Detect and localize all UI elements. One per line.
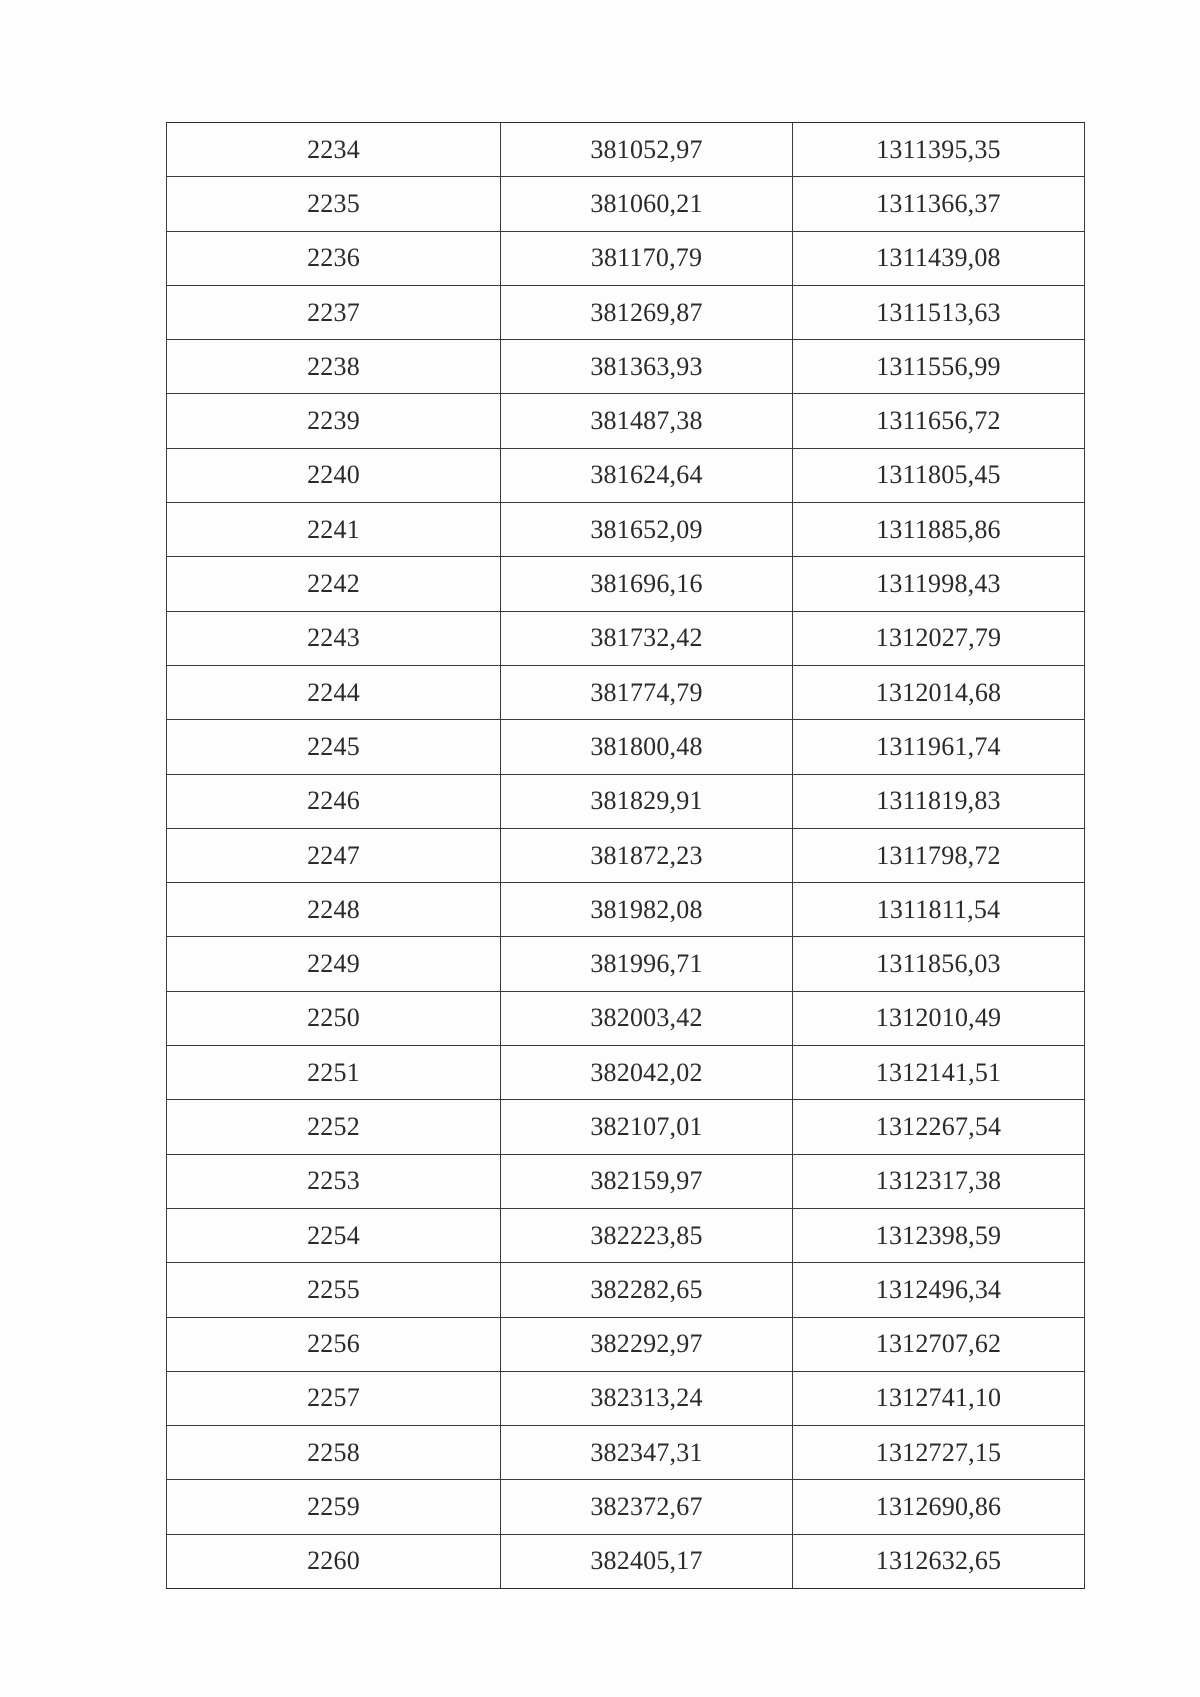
- table-row: [167, 1100, 1085, 1154]
- x-coordinate-cell: 381774,79: [501, 665, 793, 719]
- table-row: [167, 937, 1085, 991]
- y-coordinate-cell: 1312727,15: [793, 1426, 1085, 1480]
- y-coordinate-cell: 1311556,99: [793, 340, 1085, 394]
- point-number-cell: 2258: [167, 1426, 501, 1480]
- y-coordinate-cell: 1312690,86: [793, 1480, 1085, 1534]
- table-row: [167, 177, 1085, 231]
- table-row: [167, 1371, 1085, 1425]
- table-row: [167, 1534, 1085, 1588]
- x-coordinate-cell: 382159,97: [501, 1154, 793, 1208]
- y-coordinate-cell: 1311805,45: [793, 448, 1085, 502]
- x-coordinate-cell: 382282,65: [501, 1263, 793, 1317]
- x-coordinate-cell: 381996,71: [501, 937, 793, 991]
- point-number-cell: 2260: [167, 1534, 501, 1588]
- point-number-cell: 2242: [167, 557, 501, 611]
- table-row: [167, 774, 1085, 828]
- y-coordinate-cell: 1311395,35: [793, 123, 1085, 177]
- coordinates-table: [166, 122, 1085, 1589]
- x-coordinate-cell: 382003,42: [501, 991, 793, 1045]
- x-coordinate-cell: 381170,79: [501, 231, 793, 285]
- point-number-cell: 2247: [167, 828, 501, 882]
- point-number-cell: 2234: [167, 123, 501, 177]
- y-coordinate-cell: 1312632,65: [793, 1534, 1085, 1588]
- table-row: [167, 231, 1085, 285]
- y-coordinate-cell: 1312027,79: [793, 611, 1085, 665]
- point-number-cell: 2243: [167, 611, 501, 665]
- x-coordinate-cell: 381732,42: [501, 611, 793, 665]
- table-row: [167, 991, 1085, 1045]
- x-coordinate-cell: 382405,17: [501, 1534, 793, 1588]
- point-number-cell: 2248: [167, 883, 501, 937]
- table-row: [167, 828, 1085, 882]
- y-coordinate-cell: 1311961,74: [793, 720, 1085, 774]
- y-coordinate-cell: 1312707,62: [793, 1317, 1085, 1371]
- table-row: [167, 1263, 1085, 1317]
- y-coordinate-cell: 1312010,49: [793, 991, 1085, 1045]
- point-number-cell: 2251: [167, 1046, 501, 1100]
- table-row: [167, 448, 1085, 502]
- x-coordinate-cell: 382313,24: [501, 1371, 793, 1425]
- coordinates-table-body: [167, 123, 1085, 1589]
- point-number-cell: 2252: [167, 1100, 501, 1154]
- table-row: [167, 720, 1085, 774]
- table-row: [167, 394, 1085, 448]
- x-coordinate-cell: 382223,85: [501, 1208, 793, 1262]
- x-coordinate-cell: 381696,16: [501, 557, 793, 611]
- point-number-cell: 2244: [167, 665, 501, 719]
- table-row: [167, 665, 1085, 719]
- point-number-cell: 2236: [167, 231, 501, 285]
- table-row: [167, 1317, 1085, 1371]
- x-coordinate-cell: 381982,08: [501, 883, 793, 937]
- y-coordinate-cell: 1311819,83: [793, 774, 1085, 828]
- x-coordinate-cell: 381052,97: [501, 123, 793, 177]
- table-row: [167, 340, 1085, 394]
- y-coordinate-cell: 1312496,34: [793, 1263, 1085, 1317]
- point-number-cell: 2239: [167, 394, 501, 448]
- x-coordinate-cell: 382372,67: [501, 1480, 793, 1534]
- y-coordinate-cell: 1312014,68: [793, 665, 1085, 719]
- point-number-cell: 2255: [167, 1263, 501, 1317]
- point-number-cell: 2246: [167, 774, 501, 828]
- table-row: [167, 1046, 1085, 1100]
- point-number-cell: 2254: [167, 1208, 501, 1262]
- x-coordinate-cell: 382347,31: [501, 1426, 793, 1480]
- x-coordinate-cell: 382292,97: [501, 1317, 793, 1371]
- point-number-cell: 2245: [167, 720, 501, 774]
- y-coordinate-cell: 1311998,43: [793, 557, 1085, 611]
- x-coordinate-cell: 381269,87: [501, 285, 793, 339]
- x-coordinate-cell: 381800,48: [501, 720, 793, 774]
- point-number-cell: 2259: [167, 1480, 501, 1534]
- table-row: [167, 883, 1085, 937]
- point-number-cell: 2257: [167, 1371, 501, 1425]
- table-row: [167, 503, 1085, 557]
- point-number-cell: 2256: [167, 1317, 501, 1371]
- point-number-cell: 2253: [167, 1154, 501, 1208]
- point-number-cell: 2249: [167, 937, 501, 991]
- y-coordinate-cell: 1312741,10: [793, 1371, 1085, 1425]
- y-coordinate-cell: 1311366,37: [793, 177, 1085, 231]
- table-row: [167, 285, 1085, 339]
- y-coordinate-cell: 1311811,54: [793, 883, 1085, 937]
- x-coordinate-cell: 381652,09: [501, 503, 793, 557]
- y-coordinate-cell: 1312398,59: [793, 1208, 1085, 1262]
- point-number-cell: 2240: [167, 448, 501, 502]
- table-row: [167, 1208, 1085, 1262]
- x-coordinate-cell: 381363,93: [501, 340, 793, 394]
- y-coordinate-cell: 1312141,51: [793, 1046, 1085, 1100]
- x-coordinate-cell: 381872,23: [501, 828, 793, 882]
- table-row: [167, 1426, 1085, 1480]
- x-coordinate-cell: 382107,01: [501, 1100, 793, 1154]
- x-coordinate-cell: 382042,02: [501, 1046, 793, 1100]
- point-number-cell: 2235: [167, 177, 501, 231]
- y-coordinate-cell: 1311439,08: [793, 231, 1085, 285]
- y-coordinate-cell: 1311885,86: [793, 503, 1085, 557]
- y-coordinate-cell: 1312317,38: [793, 1154, 1085, 1208]
- x-coordinate-cell: 381060,21: [501, 177, 793, 231]
- x-coordinate-cell: 381624,64: [501, 448, 793, 502]
- y-coordinate-cell: 1311856,03: [793, 937, 1085, 991]
- point-number-cell: 2241: [167, 503, 501, 557]
- point-number-cell: 2237: [167, 285, 501, 339]
- table-row: [167, 611, 1085, 665]
- y-coordinate-cell: 1311513,63: [793, 285, 1085, 339]
- table-row: [167, 123, 1085, 177]
- y-coordinate-cell: 1311798,72: [793, 828, 1085, 882]
- table-row: [167, 1480, 1085, 1534]
- x-coordinate-cell: 381487,38: [501, 394, 793, 448]
- y-coordinate-cell: 1311656,72: [793, 394, 1085, 448]
- table-row: [167, 1154, 1085, 1208]
- x-coordinate-cell: 381829,91: [501, 774, 793, 828]
- table-row: [167, 557, 1085, 611]
- point-number-cell: 2250: [167, 991, 501, 1045]
- point-number-cell: 2238: [167, 340, 501, 394]
- y-coordinate-cell: 1312267,54: [793, 1100, 1085, 1154]
